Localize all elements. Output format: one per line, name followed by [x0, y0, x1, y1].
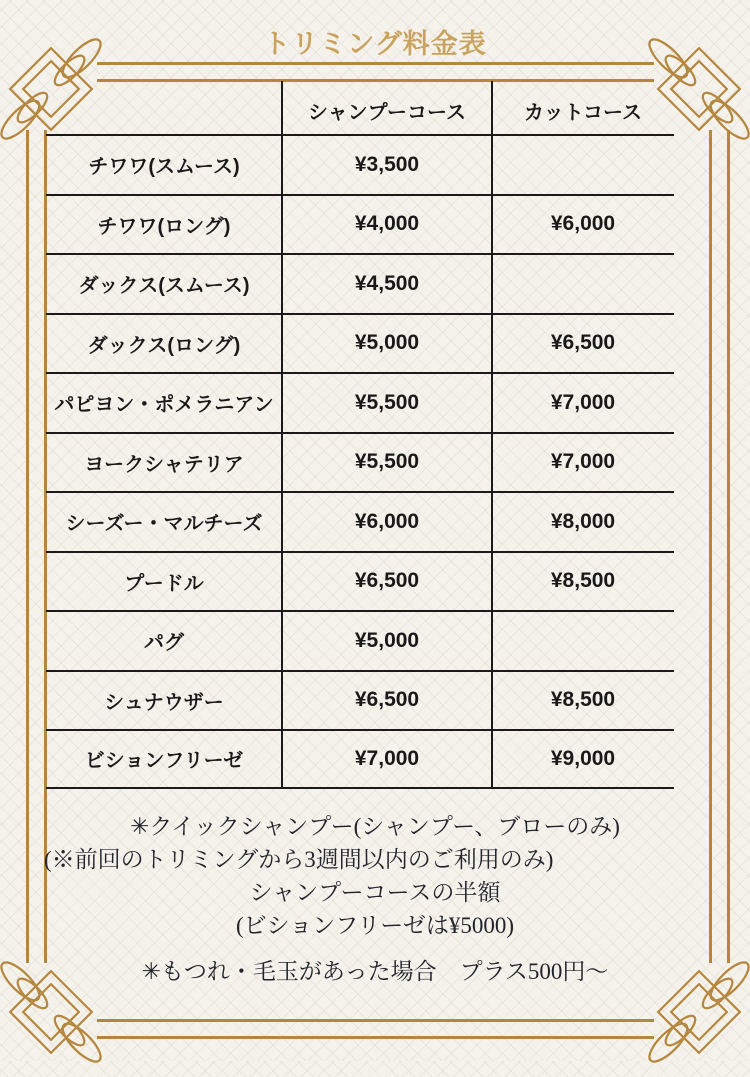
breed-cell: チワワ(ロング) — [97, 215, 231, 238]
shampoo-price-cell: ¥6,500 — [354, 688, 420, 712]
cut-price-cell — [492, 136, 674, 194]
breed-cell: ヨークシャテリア — [84, 453, 244, 476]
table-row — [46, 134, 674, 194]
breed-cell: パグ — [144, 632, 184, 655]
cut-price-cell: ¥8,500 — [550, 569, 616, 593]
breed-cell: シーズー・マルチーズ — [65, 513, 263, 536]
note-line: シャンプーコースの半額 — [249, 880, 501, 905]
shampoo-price-cell: ¥7,000 — [354, 746, 420, 770]
table-row — [46, 551, 674, 611]
quick-shampoo-note — [0, 810, 750, 942]
cut-price-cell — [492, 255, 674, 313]
shampoo-price-cell: ¥4,500 — [354, 271, 420, 295]
cut-price-cell: ¥7,000 — [550, 450, 616, 474]
table-row — [46, 491, 674, 551]
cut-price-cell: ¥6,000 — [550, 212, 616, 236]
shampoo-price-cell: ¥4,000 — [354, 212, 420, 236]
cut-price-cell: ¥9,000 — [550, 746, 616, 770]
breed-cell: ビションフリーゼ — [84, 750, 244, 773]
shampoo-price-cell: ¥5,000 — [354, 331, 420, 355]
cut-price-cell: ¥8,000 — [550, 509, 616, 533]
cut-price-cell: ¥6,500 — [550, 331, 616, 355]
table-header-row — [46, 81, 674, 134]
shampoo-price-cell: ¥6,000 — [354, 509, 420, 533]
shampoo-price-cell: ¥5,000 — [354, 628, 420, 652]
page-title: トリミング料金表 — [263, 29, 487, 59]
column-header-cut-course: カットコース — [524, 102, 642, 124]
cut-price-cell: ¥7,000 — [550, 390, 616, 414]
column-header-breed — [46, 81, 282, 134]
price-table-rows — [46, 134, 674, 789]
table-row — [46, 610, 674, 670]
shampoo-price-cell: ¥5,500 — [354, 390, 420, 414]
shampoo-price-cell: ¥3,500 — [354, 152, 420, 176]
shampoo-price-cell: ¥5,500 — [354, 450, 420, 474]
breed-cell: プードル — [124, 572, 204, 595]
breed-cell: ダックス(スムース) — [78, 275, 250, 298]
breed-cell: シュナウザー — [104, 691, 224, 714]
cut-price-cell — [492, 612, 674, 670]
breed-cell: ダックス(ロング) — [87, 334, 241, 357]
cut-price-cell: ¥8,500 — [550, 688, 616, 712]
table-row — [46, 313, 674, 373]
table-row — [46, 194, 674, 254]
table-row — [46, 432, 674, 492]
matting-fee-note: ✳もつれ・毛玉があった場合 プラス500円〜 — [141, 959, 609, 984]
table-row — [46, 670, 674, 730]
price-table — [46, 81, 674, 789]
table-row — [46, 253, 674, 313]
top-double-rule — [97, 62, 654, 82]
breed-cell: パピヨン・ポメラニアン — [54, 394, 274, 417]
note-line: (※前回のトリミングから3週間以内のご利用のみ) — [44, 847, 554, 872]
table-row — [46, 729, 674, 789]
table-row — [46, 372, 674, 432]
column-header-shampoo-course: シャンプーコース — [308, 102, 466, 124]
note-line: (ビションフリーゼは¥5000) — [236, 913, 514, 938]
shampoo-price-cell: ¥6,500 — [354, 569, 420, 593]
note-line: ✳クイックシャンプー(シャンプー、ブローのみ) — [130, 814, 620, 839]
breed-cell: チワワ(スムース) — [88, 156, 240, 179]
bottom-double-rule — [97, 1019, 654, 1039]
